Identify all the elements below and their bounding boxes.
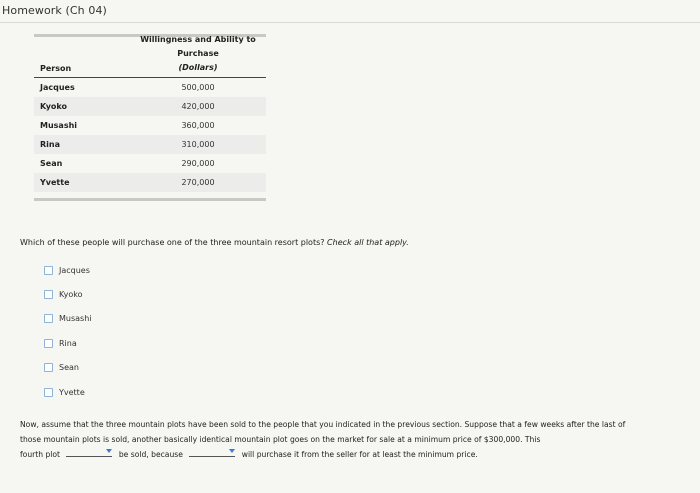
table-header	[34, 35, 266, 78]
checkbox[interactable]	[44, 339, 53, 348]
option-kyoko[interactable]	[44, 282, 92, 306]
followup-paragraph	[20, 418, 640, 463]
dropdown-buyer[interactable]	[189, 447, 235, 457]
cell-person: Musashi	[40, 121, 78, 130]
option-rina[interactable]	[44, 331, 92, 355]
option-musashi[interactable]	[44, 307, 92, 331]
followup-middle: be sold, because	[118, 450, 183, 459]
cell-value: 270,000	[181, 178, 215, 187]
followup-before-blank: fourth plot	[20, 450, 61, 459]
cell-person: Rina	[40, 140, 60, 149]
question-body: Which of these people will purchase one of the three mountain resort plots?	[20, 238, 325, 247]
checkbox[interactable]	[44, 290, 53, 299]
table-row	[34, 154, 266, 173]
cell-value: 290,000	[181, 159, 215, 168]
cell-value: 360,000	[181, 121, 215, 130]
table-row	[34, 116, 266, 135]
page-title: Homework (Ch 04)	[2, 4, 107, 17]
cell-person: Kyoko	[40, 102, 67, 111]
question-hint: Check all that apply.	[327, 238, 409, 247]
willingness-table	[34, 34, 266, 201]
cell-person: Sean	[40, 159, 63, 168]
caret-down-icon	[229, 449, 235, 453]
table-row	[34, 97, 266, 116]
options-list	[44, 258, 92, 404]
header-value	[130, 33, 266, 77]
header-value-title: Willingness and Ability to Purchase	[140, 35, 256, 58]
table-row	[34, 78, 266, 97]
followup-after-blank: will purchase it from the seller for at least the minimum price.	[241, 450, 478, 459]
checkbox[interactable]	[44, 363, 53, 372]
option-label: Rina	[59, 338, 77, 348]
caret-down-icon	[106, 449, 112, 453]
table-row	[34, 135, 266, 154]
checkbox[interactable]	[44, 266, 53, 275]
cell-value: 420,000	[181, 102, 215, 111]
title-divider	[0, 22, 700, 23]
dropdown-plot-will[interactable]	[66, 447, 112, 457]
checkbox[interactable]	[44, 314, 53, 323]
option-label: Kyoko	[59, 290, 83, 300]
header-person: Person	[40, 64, 72, 73]
option-sean[interactable]	[44, 356, 92, 380]
option-label: Jacques	[59, 265, 90, 275]
header-value-unit: (Dollars)	[178, 63, 218, 72]
option-label: Musashi	[59, 314, 92, 324]
question-text	[20, 238, 409, 247]
cell-value: 310,000	[181, 140, 215, 149]
table-row	[34, 173, 266, 192]
cell-person: Yvette	[40, 178, 70, 187]
option-yvette[interactable]	[44, 380, 92, 404]
followup-text: Now, assume that the three mountain plots have been sold to the people that you indicated in the previous section. Suppose that a few weeks after the last of those mountain plots is sold, another basically identical mountain plot goes on the market for sale at a minimum price of $300,000. This	[20, 420, 626, 444]
checkbox[interactable]	[44, 388, 53, 397]
table-bottom-rule	[34, 198, 266, 201]
table-body	[34, 78, 266, 192]
option-jacques[interactable]	[44, 258, 92, 282]
option-label: Yvette	[59, 387, 85, 397]
cell-value: 500,000	[181, 83, 215, 92]
cell-person: Jacques	[40, 83, 75, 92]
option-label: Sean	[59, 363, 79, 373]
